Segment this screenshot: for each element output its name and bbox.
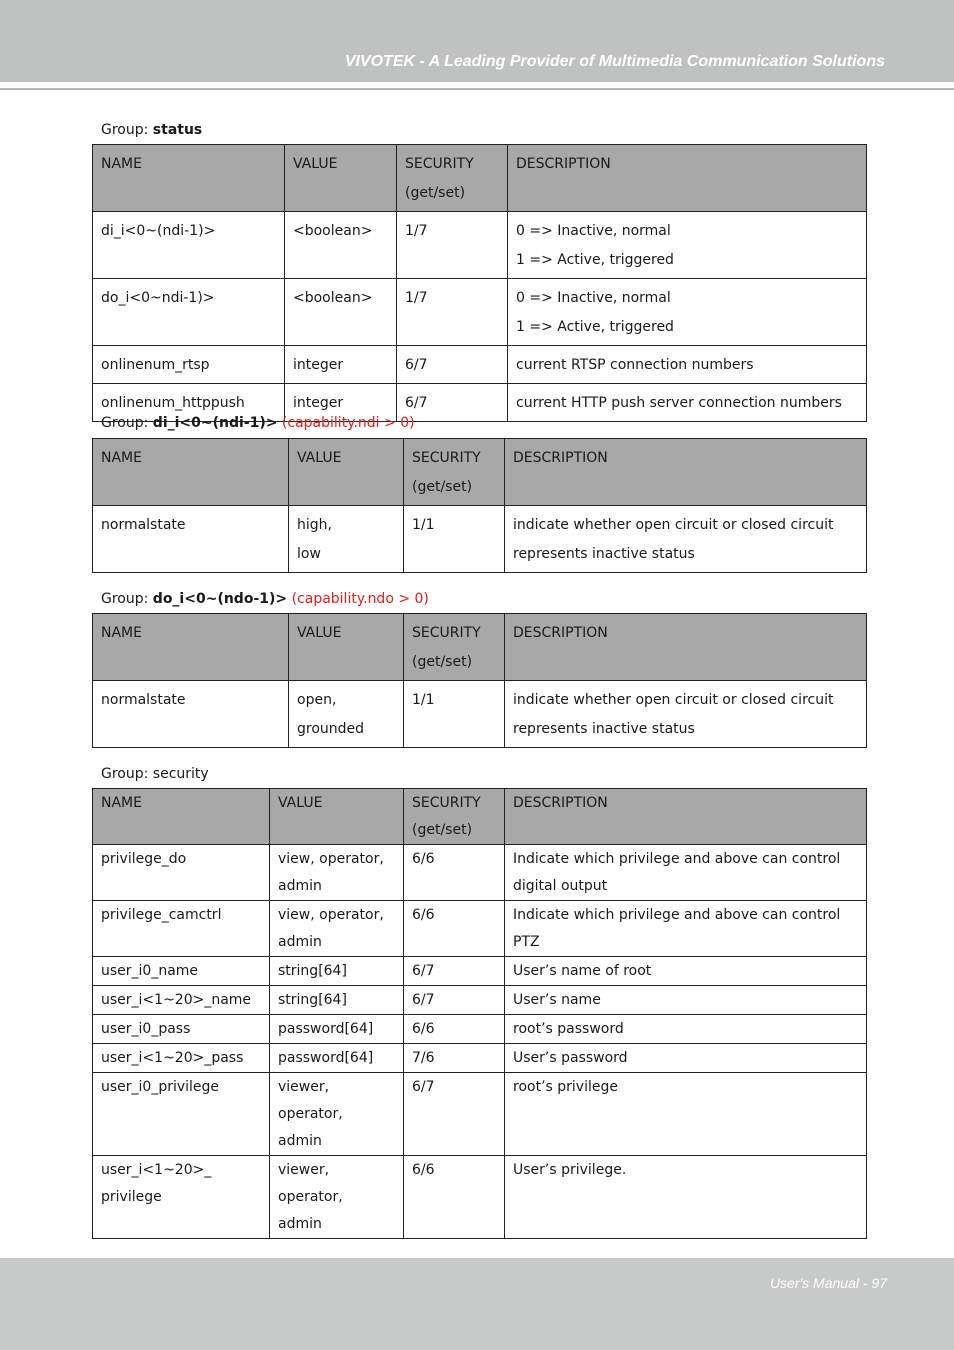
cell-text-line: (get/set) <box>405 185 466 201</box>
cell-text-line: digital output <box>513 878 608 894</box>
table-row <box>93 506 867 573</box>
cell-description <box>505 845 867 901</box>
group-prefix: Group: <box>101 591 153 607</box>
table-row <box>93 1044 867 1073</box>
cell-text-line: 1/1 <box>412 692 435 708</box>
cell-security <box>404 986 505 1015</box>
cell-description <box>508 384 867 422</box>
cell-value <box>270 986 404 1015</box>
cell-value <box>270 1015 404 1044</box>
cell-text-line: normalstate <box>101 692 186 708</box>
group-label-status <box>101 121 202 139</box>
cell-text-line: DESCRIPTION <box>513 450 608 466</box>
cell-text-line: <boolean> <box>293 223 373 239</box>
cell-name <box>93 1156 270 1239</box>
cell-value <box>270 901 404 957</box>
cell-text-line: represents inactive status <box>513 721 695 737</box>
cell-text-line: string[64] <box>278 963 347 979</box>
cell-text-line: (get/set) <box>412 654 473 670</box>
cell-text-line: 1/1 <box>412 517 435 533</box>
cell-security <box>404 506 505 573</box>
cell-text-line: DESCRIPTION <box>513 795 608 811</box>
table-status <box>92 144 867 422</box>
table-row <box>93 212 867 279</box>
cell-text-line: 6/6 <box>412 1021 435 1037</box>
cell-text-line: 1 => Active, triggered <box>516 319 674 335</box>
cell-value <box>285 279 397 346</box>
cell-text-line: view, operator, <box>278 907 384 923</box>
column-header-name <box>93 145 285 212</box>
cell-text-line: 0 => Inactive, normal <box>516 223 671 239</box>
cell-text-line: User’s name <box>513 992 601 1008</box>
cell-name <box>93 346 285 384</box>
table-row <box>93 845 867 901</box>
header-divider <box>0 88 954 90</box>
cell-text-line: current HTTP push server connection numbers <box>516 395 842 411</box>
cell-description <box>505 1015 867 1044</box>
column-header-security <box>404 614 505 681</box>
cell-text-line: (get/set) <box>412 479 473 495</box>
cell-security <box>404 681 505 748</box>
cell-text-line: onlinenum_rtsp <box>101 357 210 373</box>
cell-security <box>397 279 508 346</box>
cell-text-line: password[64] <box>278 1021 374 1037</box>
group-prefix: Group: security <box>101 766 209 782</box>
cell-text-line: DESCRIPTION <box>513 625 608 641</box>
cell-description <box>505 1044 867 1073</box>
column-header-value <box>289 439 404 506</box>
group-name: do_i<0~(ndo-1)> <box>152 591 288 607</box>
column-header-name <box>93 614 289 681</box>
cell-text-line: privilege_do <box>101 851 187 867</box>
cell-text-line: SECURITY <box>412 625 481 641</box>
cell-text-line: represents inactive status <box>513 546 695 562</box>
cell-text-line: User’s privilege. <box>513 1162 627 1178</box>
column-header-value <box>270 789 404 845</box>
footer-band <box>0 1258 954 1350</box>
cell-text-line: admin <box>278 1216 322 1232</box>
cell-security <box>404 1073 505 1156</box>
cell-description <box>508 279 867 346</box>
cell-name <box>93 845 270 901</box>
cell-text-line: PTZ <box>513 934 540 950</box>
cell-text-line: operator, <box>278 1189 343 1205</box>
cell-text-line: VALUE <box>278 795 323 811</box>
column-header-value <box>285 145 397 212</box>
cell-security <box>404 901 505 957</box>
cell-text-line: DESCRIPTION <box>516 156 611 172</box>
cell-description <box>505 506 867 573</box>
cell-security <box>404 1044 505 1073</box>
column-header-description <box>505 439 867 506</box>
group-capability: (capability.ndo > 0) <box>287 591 429 607</box>
cell-security <box>397 212 508 279</box>
cell-text-line: VALUE <box>297 450 342 466</box>
group-label-do <box>101 590 429 608</box>
cell-text-line: 6/7 <box>405 357 428 373</box>
cell-text-line: SECURITY <box>412 450 481 466</box>
cell-text-line: viewer, <box>278 1162 330 1178</box>
cell-value <box>270 1156 404 1239</box>
cell-text-line: user_i<1~20>_pass <box>101 1050 244 1066</box>
cell-text-line: 7/6 <box>412 1050 435 1066</box>
table-header-row <box>93 614 867 681</box>
group-label-security <box>101 765 209 783</box>
cell-text-line: NAME <box>101 625 142 641</box>
cell-text-line: normalstate <box>101 517 186 533</box>
cell-text-line: string[64] <box>278 992 347 1008</box>
cell-name <box>93 681 289 748</box>
cell-text-line: <boolean> <box>293 290 373 306</box>
table-row <box>93 1015 867 1044</box>
cell-text-line: root’s password <box>513 1021 624 1037</box>
cell-name <box>93 986 270 1015</box>
cell-text-line: User’s password <box>513 1050 628 1066</box>
cell-text-line: grounded <box>297 721 365 737</box>
cell-text-line: privilege <box>101 1189 162 1205</box>
cell-value <box>285 212 397 279</box>
cell-text-line: admin <box>278 1133 322 1149</box>
column-header-security <box>404 439 505 506</box>
table-row <box>93 346 867 384</box>
cell-text-line: high, <box>297 517 332 533</box>
cell-text-line: SECURITY <box>405 156 474 172</box>
column-header-name <box>93 439 289 506</box>
cell-text-line: indicate whether open circuit or closed circuit <box>513 517 834 533</box>
cell-text-line: user_i0_privilege <box>101 1079 220 1095</box>
cell-text-line: 1 => Active, triggered <box>516 252 674 268</box>
table-row <box>93 681 867 748</box>
cell-security <box>404 957 505 986</box>
table-row <box>93 986 867 1015</box>
cell-text-line: 6/7 <box>412 963 435 979</box>
cell-text-line: Indicate which privilege and above can control <box>513 851 841 867</box>
group-name: di_i<0~(ndi-1)> <box>152 415 278 431</box>
cell-text-line: integer <box>293 395 344 411</box>
table-header-row <box>93 439 867 506</box>
cell-text-line: 1/7 <box>405 290 428 306</box>
column-header-security <box>397 145 508 212</box>
column-header-security <box>404 789 505 845</box>
cell-value <box>289 506 404 573</box>
cell-text-line: di_i<0~(ndi-1)> <box>101 223 216 239</box>
cell-text-line: root’s privilege <box>513 1079 618 1095</box>
column-header-name <box>93 789 270 845</box>
cell-text-line: low <box>297 546 321 562</box>
cell-text-line: user_i0_name <box>101 963 199 979</box>
cell-text-line: 1/7 <box>405 223 428 239</box>
cell-text-line: VALUE <box>293 156 338 172</box>
cell-text-line: VALUE <box>297 625 342 641</box>
cell-text-line: Indicate which privilege and above can control <box>513 907 841 923</box>
cell-text-line: indicate whether open circuit or closed circuit <box>513 692 834 708</box>
header-title: VIVOTEK - A Leading Provider of Multimedia Communication Solutions <box>344 53 885 70</box>
cell-text-line: 6/6 <box>412 907 435 923</box>
cell-text-line: open, <box>297 692 337 708</box>
cell-text-line: admin <box>278 934 322 950</box>
group-prefix: Group: <box>101 415 153 431</box>
cell-text-line: NAME <box>101 450 142 466</box>
cell-text-line: user_i<1~20>_ <box>101 1162 212 1178</box>
cell-text-line: 6/6 <box>412 1162 435 1178</box>
cell-text-line: 6/7 <box>412 992 435 1008</box>
table-row <box>93 1073 867 1156</box>
column-header-description <box>505 789 867 845</box>
cell-text-line: user_i<1~20>_name <box>101 992 252 1008</box>
table-row <box>93 1156 867 1239</box>
cell-security <box>404 1015 505 1044</box>
cell-text-line: onlinenum_httppush <box>101 395 245 411</box>
cell-text-line: do_i<0~ndi-1)> <box>101 290 215 306</box>
cell-text-line: 0 => Inactive, normal <box>516 290 671 306</box>
table-header-row <box>93 789 867 845</box>
cell-description <box>505 986 867 1015</box>
column-header-description <box>505 614 867 681</box>
cell-description <box>505 901 867 957</box>
table-row <box>93 901 867 957</box>
cell-text-line: 6/7 <box>405 395 428 411</box>
cell-description <box>505 957 867 986</box>
cell-security <box>397 346 508 384</box>
cell-description <box>505 681 867 748</box>
cell-text-line: admin <box>278 878 322 894</box>
cell-text-line: integer <box>293 357 344 373</box>
group-label-di <box>101 414 415 432</box>
cell-text-line: user_i0_pass <box>101 1021 191 1037</box>
column-header-value <box>289 614 404 681</box>
table-header-row <box>93 145 867 212</box>
group-prefix: Group: <box>101 122 153 138</box>
cell-security <box>404 845 505 901</box>
cell-name <box>93 279 285 346</box>
cell-text-line: 6/7 <box>412 1079 435 1095</box>
cell-name <box>93 506 289 573</box>
cell-description <box>508 346 867 384</box>
cell-text-line: privilege_camctrl <box>101 907 222 923</box>
cell-value <box>289 681 404 748</box>
page-number: User's Manual - 97 <box>769 1275 887 1291</box>
cell-value <box>270 845 404 901</box>
table-row <box>93 957 867 986</box>
group-name: status <box>152 122 203 138</box>
table-security <box>92 788 867 1239</box>
cell-text-line: NAME <box>101 795 142 811</box>
cell-description <box>505 1156 867 1239</box>
cell-value <box>270 1073 404 1156</box>
cell-text-line: current RTSP connection numbers <box>516 357 754 373</box>
cell-value <box>270 1044 404 1073</box>
cell-security <box>404 1156 505 1239</box>
cell-name <box>93 1044 270 1073</box>
cell-description <box>508 212 867 279</box>
table-row <box>93 279 867 346</box>
cell-text-line: password[64] <box>278 1050 374 1066</box>
cell-description <box>505 1073 867 1156</box>
table-do <box>92 613 867 748</box>
cell-value <box>270 957 404 986</box>
cell-text-line: view, operator, <box>278 851 384 867</box>
cell-name <box>93 1015 270 1044</box>
column-header-description <box>508 145 867 212</box>
cell-text-line: operator, <box>278 1106 343 1122</box>
cell-name <box>93 901 270 957</box>
cell-text-line: 6/6 <box>412 851 435 867</box>
cell-text-line: NAME <box>101 156 142 172</box>
group-capability: (capability.ndi > 0) <box>277 415 415 431</box>
cell-value <box>285 346 397 384</box>
cell-text-line: viewer, <box>278 1079 330 1095</box>
cell-name <box>93 1073 270 1156</box>
cell-text-line: User’s name of root <box>513 963 652 979</box>
cell-name <box>93 957 270 986</box>
table-di <box>92 438 867 573</box>
cell-text-line: SECURITY <box>412 795 481 811</box>
cell-text-line: (get/set) <box>412 822 473 838</box>
cell-name <box>93 212 285 279</box>
